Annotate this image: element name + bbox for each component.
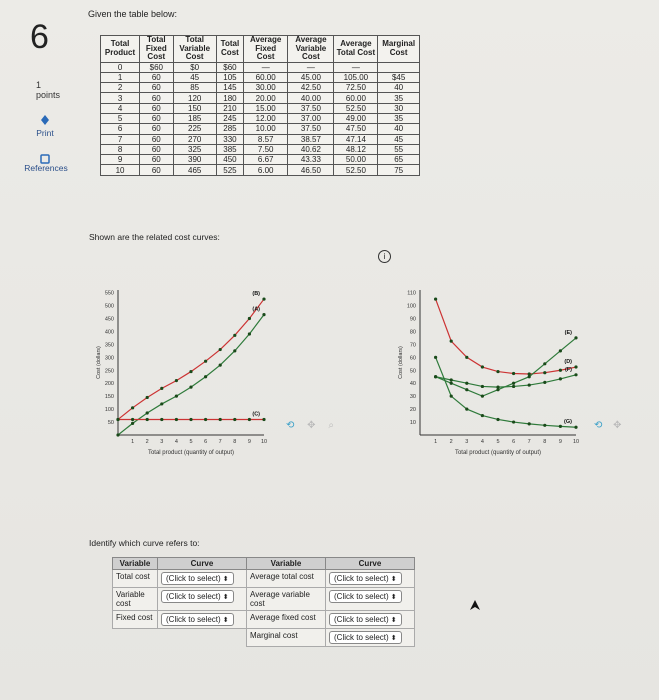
data-point bbox=[481, 395, 484, 398]
table-cell: 10.00 bbox=[244, 124, 288, 134]
data-point bbox=[512, 385, 515, 388]
data-point bbox=[528, 422, 531, 425]
data-point bbox=[146, 396, 149, 399]
table-cell: 60 bbox=[140, 103, 173, 113]
series-label: (E) bbox=[564, 329, 572, 336]
x-tick-label: 5 bbox=[189, 439, 193, 445]
x-tick-label: 5 bbox=[496, 439, 500, 445]
x-tick-label: 10 bbox=[572, 439, 580, 445]
table-cell: 75 bbox=[378, 165, 420, 175]
table-row bbox=[101, 72, 420, 82]
data-point bbox=[543, 381, 546, 384]
data-point bbox=[175, 418, 178, 421]
y-tick-label: 150 bbox=[104, 394, 114, 401]
x-tick-label: 3 bbox=[160, 439, 164, 445]
data-point bbox=[189, 385, 192, 388]
x-tick-label: 10 bbox=[260, 439, 268, 445]
data-point bbox=[481, 414, 484, 417]
header-variable: Variable bbox=[113, 558, 158, 570]
data-point bbox=[233, 349, 236, 352]
table-cell: 60 bbox=[140, 113, 173, 123]
table-row bbox=[101, 62, 420, 72]
data-point bbox=[512, 382, 515, 385]
x-tick-label: 2 bbox=[145, 439, 149, 445]
average-cost-chart bbox=[388, 280, 588, 460]
data-point bbox=[543, 362, 546, 365]
references-icon[interactable] bbox=[40, 151, 50, 161]
cost-table-header: Average Variable Cost bbox=[288, 36, 334, 63]
table-cell: 270 bbox=[173, 134, 216, 144]
table-cell: 6.00 bbox=[244, 165, 288, 175]
x-tick-label: 3 bbox=[465, 439, 469, 445]
y-axis-label: Cost (dollars) bbox=[96, 346, 102, 379]
table-cell: 60 bbox=[140, 165, 173, 175]
data-point bbox=[204, 418, 207, 421]
chart1-tools[interactable] bbox=[286, 420, 334, 431]
y-tick-label: 80 bbox=[409, 329, 416, 336]
data-point bbox=[559, 425, 562, 428]
table-cell: 60 bbox=[140, 93, 173, 103]
data-point bbox=[248, 317, 251, 320]
data-point bbox=[465, 356, 468, 359]
table-cell: 450 bbox=[216, 155, 243, 165]
data-point bbox=[574, 365, 577, 368]
table-cell: 5 bbox=[101, 113, 140, 123]
table-cell: 47.50 bbox=[334, 124, 378, 134]
table-cell: 49.00 bbox=[334, 113, 378, 123]
average-fixed-cost-label: Average fixed cost bbox=[247, 611, 326, 629]
y-tick-label: 350 bbox=[104, 342, 114, 349]
data-point bbox=[233, 418, 236, 421]
table-cell: 1 bbox=[101, 72, 140, 82]
table-cell: 45 bbox=[378, 134, 420, 144]
table-cell: 52.50 bbox=[334, 165, 378, 175]
series-label: (G) bbox=[564, 419, 572, 426]
data-point bbox=[574, 373, 577, 376]
x-axis-label: Total product (quantity of output) bbox=[454, 450, 542, 456]
series-label: (D) bbox=[564, 359, 572, 366]
table-cell: 10 bbox=[101, 165, 140, 175]
cost-table-header: Total Fixed Cost bbox=[140, 36, 173, 63]
series-line bbox=[118, 315, 264, 435]
table-row bbox=[101, 124, 420, 134]
table-cell: 245 bbox=[216, 113, 243, 123]
table-cell: 150 bbox=[173, 103, 216, 113]
y-tick-label: 50 bbox=[409, 368, 416, 375]
cost-table-header: Marginal Cost bbox=[378, 36, 420, 63]
data-point bbox=[160, 418, 163, 421]
series-label: (F) bbox=[564, 366, 572, 373]
marginal-cost-label: Marginal cost bbox=[247, 629, 326, 647]
data-point bbox=[543, 371, 546, 374]
question-intro: Given the table below: bbox=[88, 9, 178, 19]
table-row bbox=[101, 144, 420, 154]
x-tick-label: 4 bbox=[174, 439, 178, 445]
data-point bbox=[559, 349, 562, 352]
table-cell: 50.00 bbox=[334, 155, 378, 165]
table-cell: 185 bbox=[173, 113, 216, 123]
series-line bbox=[436, 299, 576, 374]
y-tick-label: 400 bbox=[104, 329, 114, 336]
table-row bbox=[101, 83, 420, 93]
cost-table-header: Total Product bbox=[101, 36, 140, 63]
y-tick-label: 100 bbox=[104, 407, 114, 414]
table-cell: 65 bbox=[378, 155, 420, 165]
table-row bbox=[101, 165, 420, 175]
print-icon[interactable] bbox=[40, 112, 50, 122]
data-point bbox=[496, 388, 499, 391]
table-cell: 47.14 bbox=[334, 134, 378, 144]
data-point bbox=[512, 372, 515, 375]
data-point bbox=[233, 334, 236, 337]
data-point bbox=[481, 365, 484, 368]
table-cell: — bbox=[244, 62, 288, 72]
table-cell: 325 bbox=[173, 144, 216, 154]
cost-table-header: Average Total Cost bbox=[334, 36, 378, 63]
series-line bbox=[436, 357, 576, 427]
table-cell: 35 bbox=[378, 113, 420, 123]
table-cell: 390 bbox=[173, 155, 216, 165]
table-cell: 40 bbox=[378, 83, 420, 93]
y-tick-label: 110 bbox=[407, 290, 416, 297]
data-point bbox=[262, 313, 265, 316]
x-tick-label: 9 bbox=[558, 439, 562, 445]
table-cell: 225 bbox=[173, 124, 216, 134]
marginal-cost-select[interactable]: (Click to select) ⬍ bbox=[329, 631, 402, 644]
x-tick-label: 6 bbox=[204, 439, 208, 445]
table-cell: 3 bbox=[101, 93, 140, 103]
table-cell: 60 bbox=[140, 83, 173, 93]
data-point bbox=[189, 370, 192, 373]
y-tick-label: 60 bbox=[409, 355, 416, 362]
x-tick-label: 8 bbox=[233, 439, 237, 445]
data-point bbox=[450, 378, 453, 381]
y-tick-label: 200 bbox=[104, 381, 114, 388]
table-cell: 2 bbox=[101, 83, 140, 93]
y-tick-label: 20 bbox=[409, 407, 416, 414]
data-point bbox=[450, 340, 453, 343]
series-label: (A) bbox=[252, 306, 260, 313]
average-total-cost-label: Average total cost bbox=[247, 570, 326, 588]
x-tick-label: 7 bbox=[218, 439, 222, 445]
data-point bbox=[160, 387, 163, 390]
table-cell: 8.57 bbox=[244, 134, 288, 144]
y-tick-label: 250 bbox=[104, 368, 114, 375]
data-point bbox=[262, 418, 265, 421]
table-cell: 38.57 bbox=[288, 134, 334, 144]
table-cell: 60 bbox=[140, 72, 173, 82]
average-variable-cost-select[interactable]: (Click to select) ⬍ bbox=[329, 590, 402, 603]
data-point bbox=[434, 356, 437, 359]
table-cell: 55 bbox=[378, 144, 420, 154]
cost-table-header: Total Cost bbox=[216, 36, 243, 63]
table-cell: 12.00 bbox=[244, 113, 288, 123]
table-row bbox=[101, 103, 420, 113]
x-tick-label: 4 bbox=[480, 439, 484, 445]
cost-table bbox=[100, 35, 420, 176]
reset-icon[interactable]: ⟲ bbox=[286, 420, 295, 431]
data-point bbox=[248, 418, 251, 421]
table-cell: 210 bbox=[216, 103, 243, 113]
table-cell: 72.50 bbox=[334, 83, 378, 93]
table-cell: 40.62 bbox=[288, 144, 334, 154]
y-tick-label: 500 bbox=[104, 303, 114, 310]
series-line bbox=[118, 299, 264, 419]
table-cell: 46.50 bbox=[288, 165, 334, 175]
y-tick-label: 10 bbox=[409, 420, 416, 427]
data-point bbox=[204, 375, 207, 378]
table-cell: 37.50 bbox=[288, 103, 334, 113]
variable-cost-select[interactable]: (Click to select) ⬍ bbox=[161, 590, 234, 603]
table-cell: 7.50 bbox=[244, 144, 288, 154]
series-label: (C) bbox=[252, 411, 260, 418]
data-point bbox=[450, 395, 453, 398]
x-tick-label: 9 bbox=[247, 439, 251, 445]
data-point bbox=[175, 379, 178, 382]
data-point bbox=[175, 395, 178, 398]
identify-prompt: Identify which curve refers to: bbox=[89, 538, 200, 548]
x-tick-label: 2 bbox=[449, 439, 453, 445]
table-cell: 37.50 bbox=[288, 124, 334, 134]
table-cell: 37.00 bbox=[288, 113, 334, 123]
table-cell: 60.00 bbox=[244, 72, 288, 82]
fixed-cost-label: Fixed cost bbox=[113, 611, 158, 629]
table-cell: 525 bbox=[216, 165, 243, 175]
y-tick-label: 30 bbox=[409, 394, 416, 401]
table-cell: 60 bbox=[140, 155, 173, 165]
table-cell: 45.00 bbox=[288, 72, 334, 82]
table-row bbox=[101, 113, 420, 123]
table-cell: 20.00 bbox=[244, 93, 288, 103]
data-point bbox=[131, 406, 134, 409]
average-total-cost-select[interactable]: (Click to select) ⬍ bbox=[329, 572, 402, 585]
y-tick-label: 70 bbox=[409, 342, 416, 349]
x-axis-label: Total product (quantity of output) bbox=[147, 450, 235, 456]
table-cell: 60 bbox=[140, 134, 173, 144]
data-point bbox=[528, 383, 531, 386]
data-point bbox=[496, 370, 499, 373]
cost-table-header: Average Fixed Cost bbox=[244, 36, 288, 63]
y-axis-label: Cost (dollars) bbox=[398, 346, 404, 379]
table-cell bbox=[378, 62, 420, 72]
table-cell: 6 bbox=[101, 124, 140, 134]
header-curve-2: Curve bbox=[326, 558, 415, 570]
table-cell: 42.50 bbox=[288, 83, 334, 93]
info-icon[interactable]: i bbox=[378, 250, 391, 263]
data-point bbox=[574, 426, 577, 429]
data-point bbox=[189, 418, 192, 421]
data-point bbox=[465, 388, 468, 391]
mouse-cursor-icon bbox=[470, 599, 480, 617]
question-sidebar bbox=[0, 0, 86, 700]
table-cell: 120 bbox=[173, 93, 216, 103]
y-tick-label: 450 bbox=[104, 316, 114, 323]
curves-caption: Shown are the related cost curves: bbox=[89, 232, 220, 242]
data-point bbox=[512, 420, 515, 423]
data-point bbox=[219, 418, 222, 421]
data-point bbox=[465, 408, 468, 411]
data-point bbox=[528, 375, 531, 378]
table-row bbox=[101, 93, 420, 103]
data-point bbox=[160, 402, 163, 405]
table-cell: 145 bbox=[216, 83, 243, 93]
table-cell: 4 bbox=[101, 103, 140, 113]
data-point bbox=[116, 418, 119, 421]
data-point bbox=[131, 418, 134, 421]
data-point bbox=[481, 385, 484, 388]
table-cell: 8 bbox=[101, 144, 140, 154]
table-cell: 35 bbox=[378, 93, 420, 103]
data-point bbox=[131, 422, 134, 425]
x-tick-label: 7 bbox=[527, 439, 531, 445]
data-point bbox=[465, 382, 468, 385]
variable-cost-label: Variable cost bbox=[113, 588, 158, 611]
y-tick-label: 550 bbox=[104, 290, 114, 297]
header-curve: Curve bbox=[158, 558, 247, 570]
table-cell: 48.12 bbox=[334, 144, 378, 154]
series-label: (B) bbox=[252, 291, 260, 298]
table-cell: 85 bbox=[173, 83, 216, 93]
table-row bbox=[101, 155, 420, 165]
table-cell: 105 bbox=[216, 72, 243, 82]
table-cell: 105.00 bbox=[334, 72, 378, 82]
y-tick-label: 100 bbox=[406, 303, 416, 310]
data-point bbox=[146, 418, 149, 421]
pan-icon: ✥ bbox=[307, 420, 316, 431]
table-cell: 43.33 bbox=[288, 155, 334, 165]
fixed-cost-select[interactable]: (Click to select) ⬍ bbox=[161, 613, 234, 626]
x-tick-label: 1 bbox=[131, 439, 135, 445]
zoom-icon: ⌕ bbox=[328, 420, 334, 431]
data-point bbox=[543, 424, 546, 427]
table-cell: 0 bbox=[101, 62, 140, 72]
print-link[interactable]: Print bbox=[36, 128, 54, 138]
header-variable-2: Variable bbox=[247, 558, 326, 570]
points-value: 1 bbox=[36, 80, 42, 90]
data-point bbox=[262, 297, 265, 300]
table-cell: 60.00 bbox=[334, 93, 378, 103]
x-tick-label: 1 bbox=[434, 439, 438, 445]
table-cell: $60 bbox=[216, 62, 243, 72]
table-cell: $45 bbox=[378, 72, 420, 82]
data-point bbox=[434, 297, 437, 300]
table-cell: 60 bbox=[140, 144, 173, 154]
y-tick-label: 50 bbox=[107, 420, 114, 427]
table-cell: — bbox=[288, 62, 334, 72]
average-variable-cost-label: Average variable cost bbox=[247, 588, 326, 611]
question-number: 6 bbox=[30, 18, 49, 56]
table-cell: $0 bbox=[173, 62, 216, 72]
table-cell: 385 bbox=[216, 144, 243, 154]
data-point bbox=[146, 411, 149, 414]
table-cell: 40.00 bbox=[288, 93, 334, 103]
data-point bbox=[219, 363, 222, 366]
data-point bbox=[204, 360, 207, 363]
total-cost-select[interactable]: (Click to select) ⬍ bbox=[161, 572, 234, 585]
table-cell: 9 bbox=[101, 155, 140, 165]
total-cost-chart bbox=[86, 280, 276, 460]
curve-select-table bbox=[112, 557, 415, 647]
x-tick-label: 8 bbox=[543, 439, 547, 445]
table-cell: 52.50 bbox=[334, 103, 378, 113]
data-point bbox=[219, 348, 222, 351]
pan-icon: ✥ bbox=[613, 420, 622, 431]
points-label: points bbox=[36, 90, 61, 100]
table-cell: — bbox=[334, 62, 378, 72]
table-cell: 7 bbox=[101, 134, 140, 144]
data-point bbox=[450, 382, 453, 385]
data-point bbox=[496, 418, 499, 421]
table-cell: $60 bbox=[140, 62, 173, 72]
data-point bbox=[434, 375, 437, 378]
data-point bbox=[116, 433, 119, 436]
table-cell: 465 bbox=[173, 165, 216, 175]
y-tick-label: 90 bbox=[409, 316, 416, 323]
data-point bbox=[559, 369, 562, 372]
table-cell: 285 bbox=[216, 124, 243, 134]
table-cell: 180 bbox=[216, 93, 243, 103]
y-tick-label: 300 bbox=[104, 355, 114, 362]
x-tick-label: 6 bbox=[512, 439, 516, 445]
table-cell: 6.67 bbox=[244, 155, 288, 165]
table-row bbox=[101, 134, 420, 144]
data-point bbox=[248, 332, 251, 335]
table-cell: 30.00 bbox=[244, 83, 288, 93]
cost-table-header: Total Variable Cost bbox=[173, 36, 216, 63]
table-cell: 60 bbox=[140, 124, 173, 134]
references-link[interactable]: References bbox=[24, 163, 68, 173]
table-cell: 330 bbox=[216, 134, 243, 144]
total-cost-label: Total cost bbox=[113, 570, 158, 588]
chart2-tools[interactable] bbox=[594, 420, 622, 431]
reset-icon[interactable]: ⟲ bbox=[594, 420, 603, 431]
average-fixed-cost-select[interactable]: (Click to select) ⬍ bbox=[329, 613, 402, 626]
table-cell: 15.00 bbox=[244, 103, 288, 113]
table-cell: 40 bbox=[378, 124, 420, 134]
data-point bbox=[574, 336, 577, 339]
table-cell: 30 bbox=[378, 103, 420, 113]
table-cell: 45 bbox=[173, 72, 216, 82]
data-point bbox=[559, 377, 562, 380]
y-tick-label: 40 bbox=[409, 381, 416, 388]
